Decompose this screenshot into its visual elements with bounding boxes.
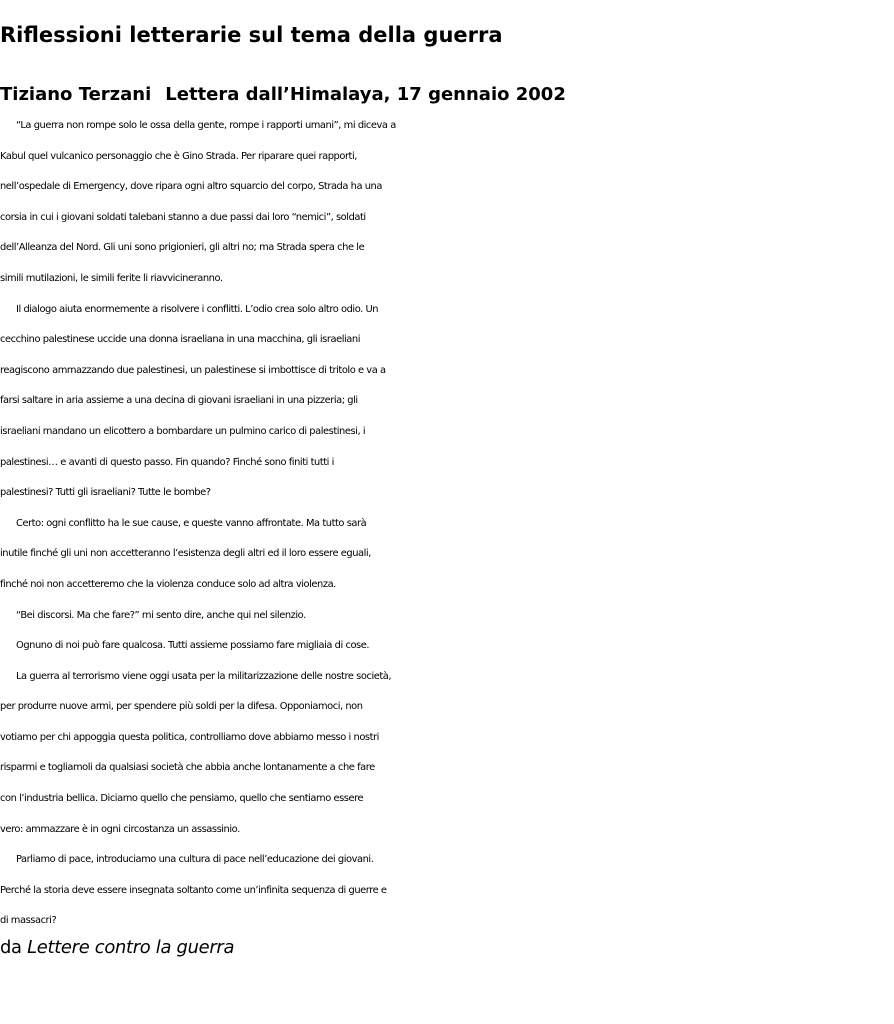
text-line: Perché la storia deve essere insegnata soltanto come un’infinita sequenza di guerre e [0, 884, 387, 896]
text-line: dell’Alleanza del Nord. Gli uni sono prigionieri, gli altri no; ma Strada spera che le [0, 242, 365, 254]
text-line: per produrre nuove armi, per spendere più soldi per la difesa. Opponiamoci, non [0, 701, 363, 713]
source-citation [0, 933, 234, 963]
text-line: palestinesi… e avanti di questo passo. Fin quando? Finché sono finiti tutti i [0, 456, 334, 468]
letter-heading: Lettera dall’Himalaya, 17 gennaio 2002 [165, 84, 566, 105]
text-line: “Bei discorsi. Ma che fare?” mi sento dire, anche qui nel silenzio. [16, 609, 306, 621]
text-line: Kabul quel vulcanico personaggio che è Gino Strada. Per riparare quei rapporti, [0, 150, 357, 162]
text-line: votiamo per chi appoggia questa politica, controlliamo dove abbiamo messo i nostri [0, 731, 379, 743]
text-line: corsia in cui i giovani soldati talebani stanno a due passi dai loro “nemici”, soldati [0, 211, 366, 223]
text-line: israeliani mandano un elicottero a bombardare un pulmino carico di palestinesi, i [0, 425, 366, 437]
page-title: Riflessioni letterarie sul tema della guerra [0, 23, 503, 47]
text-line: con l’industria bellica. Diciamo quello che pensiamo, quello che sentiamo essere [0, 793, 364, 805]
text-line: reagiscono ammazzando due palestinesi, un palestinese si imbottisce di tritolo e va a [0, 364, 386, 376]
text-line: “La guerra non rompe solo le ossa della gente, rompe i rapporti umani”, mi diceva a [16, 120, 396, 131]
text-line: Certo: ogni conflitto ha le sue cause, e queste vanno affrontate. Ma tutto sarà [16, 517, 367, 529]
text-line: cecchino palestinese uccide una donna israeliana in una macchina, gli israeliani [0, 334, 361, 346]
text-line: Parliamo di pace, introduciamo una cultura di pace nell’educazione dei giovani. [16, 854, 374, 866]
text-line: vero: ammazzare è in ogni circostanza un assassinio. [0, 823, 240, 835]
text-line: inutile finché gli uni non accetteranno l’esistenza degli altri ed il loro essere eguali, [0, 548, 371, 560]
source-prefix: da [0, 937, 22, 958]
text-line: palestinesi? Tutti gli israeliani? Tutte le bombe? [0, 487, 211, 499]
text-line: finché noi non accetteremo che la violenza conduce solo ad altra violenza. [0, 578, 336, 590]
byline [0, 81, 566, 109]
text-line: di massacri? [0, 915, 57, 927]
letter-body [0, 111, 894, 937]
text-line: risparmi e togliamoli da qualsiasi società che abbia anche lontanamente a che fare [0, 762, 375, 774]
text-line: Ognuno di noi può fare qualcosa. Tutti assieme possiamo fare migliaia di cose. [16, 640, 370, 652]
text-line: nell’ospedale di Emergency, dove ripara ogni altro squarcio del corpo, Strada ha una [0, 181, 382, 193]
text-line: Il dialogo aiuta enormemente a risolvere i conflitti. L’odio crea solo altro odio. Un [16, 303, 379, 315]
text-line: simili mutilazioni, le simili ferite li riavvicineranno. [0, 272, 223, 284]
text-line: La guerra al terrorismo viene oggi usata per la militarizzazione delle nostre società, [16, 670, 392, 682]
source-title: Lettere contro la guerra [27, 937, 235, 958]
author-name: Tiziano Terzani [0, 84, 152, 105]
text-line: farsi saltare in aria assieme a una decina di giovani israeliani in una pizzeria; gli [0, 395, 358, 407]
